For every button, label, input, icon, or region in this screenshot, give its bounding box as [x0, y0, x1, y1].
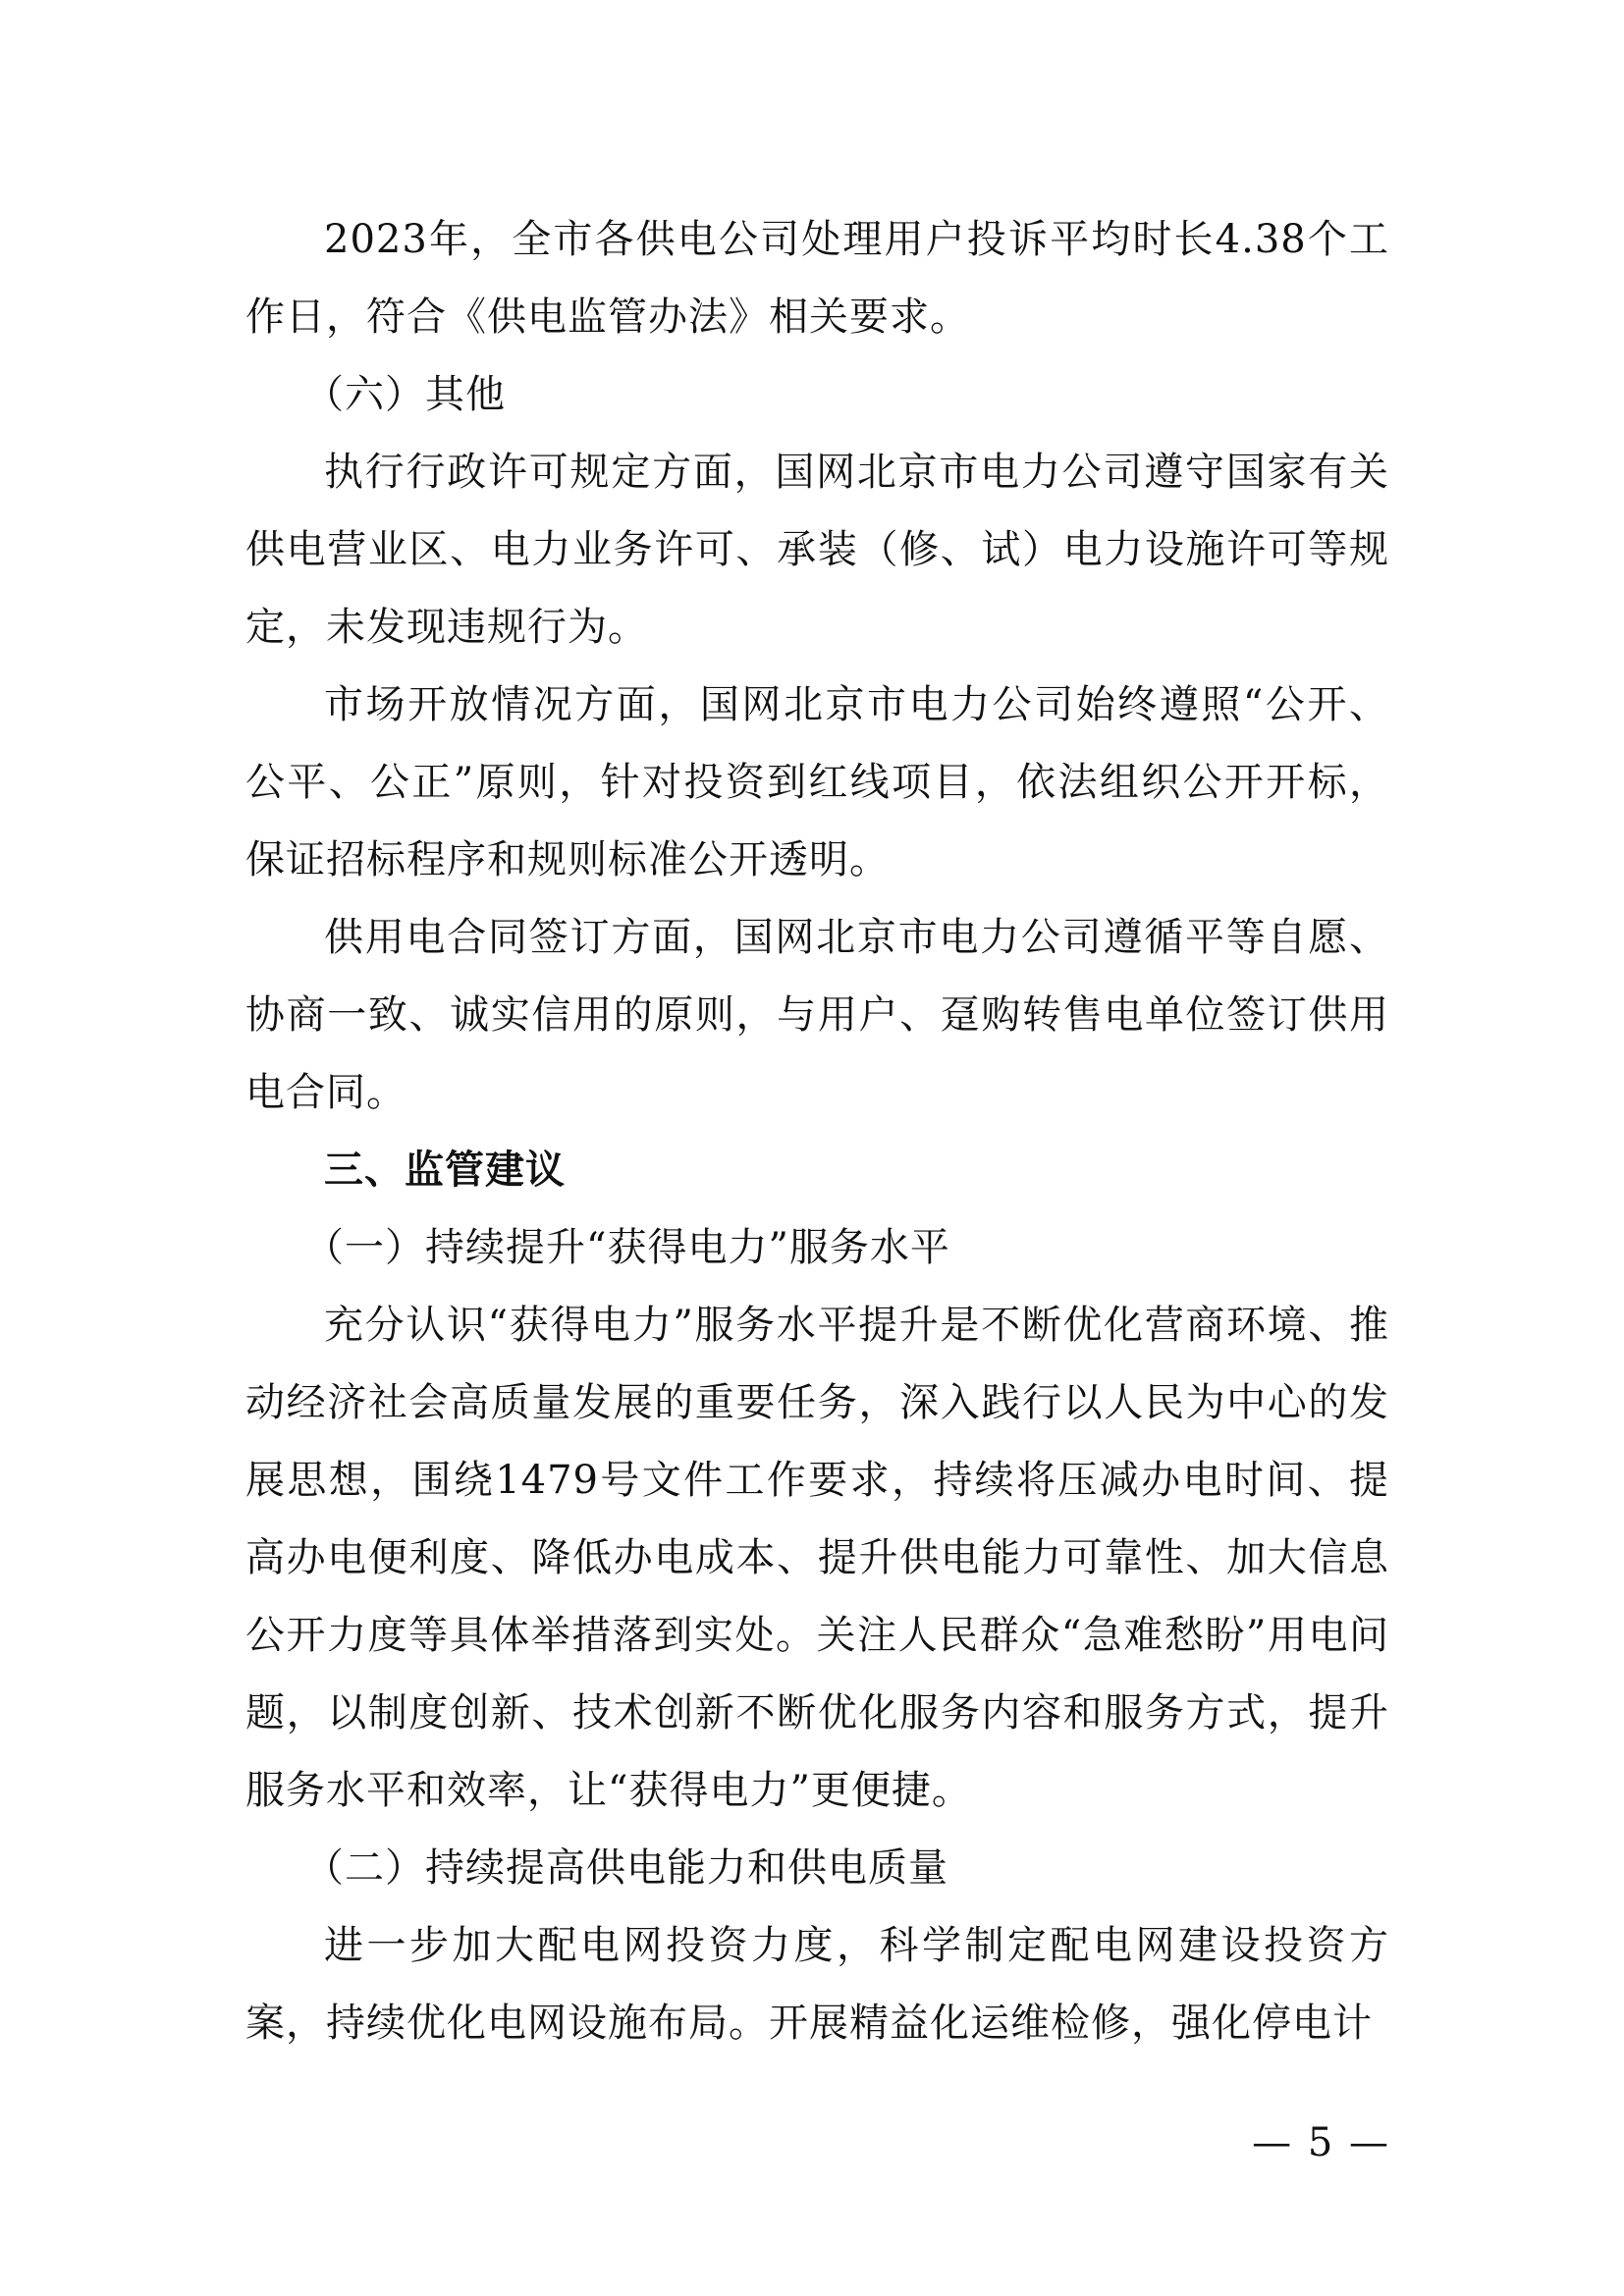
document-body: [245, 201, 1389, 2062]
section-heading-service-level: （一）持续提升“获得电力”服务水平: [304, 1225, 950, 1270]
paragraph-supply-contract: 供用电合同签订方面，国网北京市电力公司遵循平等自愿、协商一致、诚实信用的原则，与用户、趸购转售电单位签订供用电合同。: [245, 915, 1389, 1115]
section-heading-other: （六）其他: [304, 372, 506, 417]
paragraph-supply-capacity: 进一步加大配电网投资力度，科学制定配电网建设投资方案，持续优化电网设施布局。开展精益化运维检修，强化停电计: [245, 1923, 1389, 2046]
paragraph-market-opening: 市场开放情况方面，国网北京市电力公司始终遵照“公开、公平、公正”原则，针对投资到红线项目，依法组织公开开标，保证招标程序和规则标准公开透明。: [245, 682, 1389, 882]
section-heading-supply-capacity: （二）持续提高供电能力和供电质量: [304, 1845, 948, 1891]
paragraph-complaint-duration: 2023年，全市各供电公司处理用户投诉平均时长4.38个工作日，符合《供电监管办法》相关要求。: [245, 217, 1389, 340]
paragraph-administrative-license: 执行行政许可规定方面，国网北京市电力公司遵守国家有关供电营业区、电力业务许可、承装（修、试）电力设施许可等规定，未发现违规行为。: [245, 450, 1389, 650]
paragraph-service-level: 充分认识“获得电力”服务水平提升是不断优化营商环境、推动经济社会高质量发展的重要任务，深入践行以人民为中心的发展思想，围绕1479号文件工作要求，持续将压减办电时间、提高办电便利度、降低办电成本、提升供电能力可靠性、加大信息公开力度等具体举措落到实处。关注人民群众“急难愁盼”用电问题，以制度创新、技术创新不断优化服务内容和服务方式，提升服务水平和效率，让“获得电力”更便捷。: [245, 1303, 1389, 1813]
page-number: — 5 —: [1252, 2120, 1390, 2165]
chapter-heading-regulatory-suggestions: 三、监管建议: [324, 1148, 566, 1193]
